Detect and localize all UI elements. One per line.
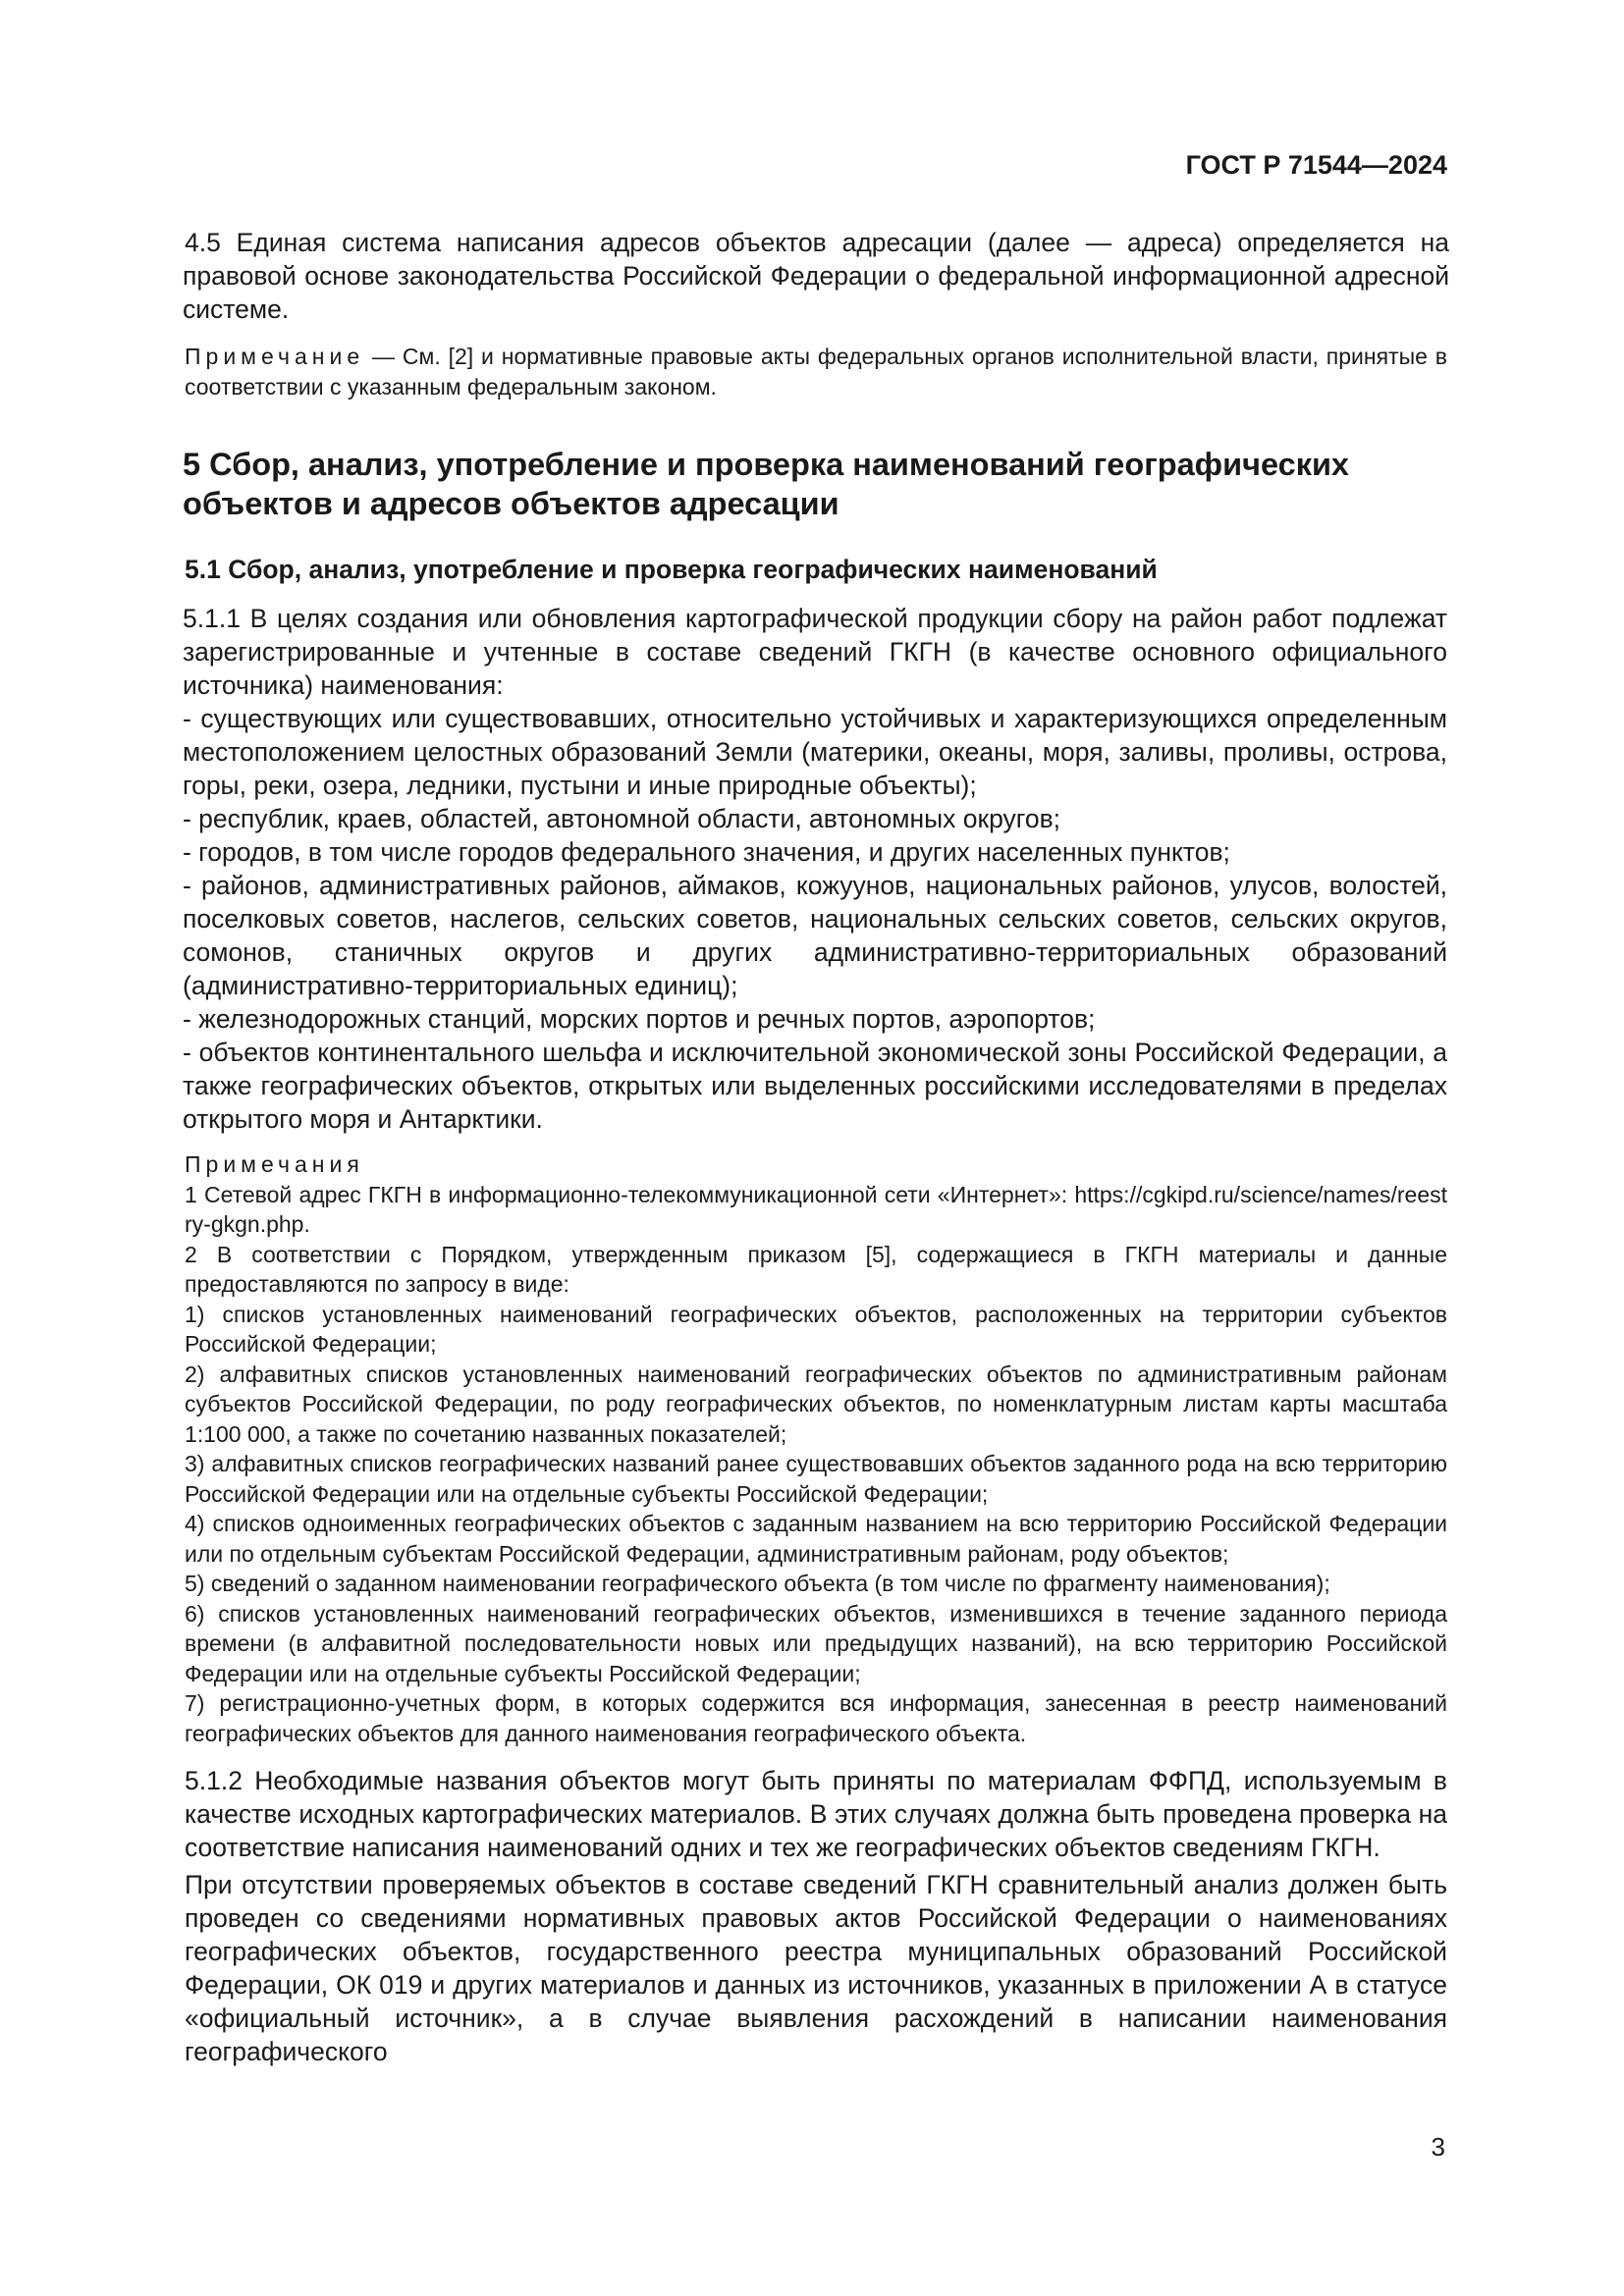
note-2-item: 7) регистрационно-учетных форм, в которых содержится вся информация, занесенная в реестр наименований географических объектов для данного наименования географического объекта. [185, 1690, 1447, 1746]
list-item: - железнодорожных станций, морских портов и речных портов, аэропортов; [183, 1004, 1096, 1034]
list-item: - объектов континентального шельфа и исключительной экономической зоны Российской Федерации, а также географических объектов, открытых или выделенных российскими исследователями в пределах открытого моря и Антарктики. [183, 1038, 1447, 1134]
list-item: - городов, в том числе городов федерального значения, и других населенных пунктов; [183, 837, 1230, 867]
page-number: 3 [1431, 2132, 1445, 2162]
note-2: 2 В соответствии с Порядком, утвержденным приказом [5], содержащиеся в ГКГН материалы и данные предоставляются по запросу в виде: [185, 1241, 1447, 1297]
list-item: - существующих или существовавших, относительно устойчивых и характеризующихся определенным местоположением целостных образований Земли (материки, океаны, моря, заливы, проливы, острова, горы, реки, озера, ледники, пустыни и иные природные объекты); [183, 704, 1447, 800]
notes-label: Примечания [185, 1151, 364, 1177]
note-text: — См. [2] и нормативные правовые акты федеральных органов исполнительной власти, принятые в соответствии с указанным федеральным законом. [185, 344, 1447, 400]
page-body [185, 226, 1447, 2068]
note-2-item: 5) сведений о заданном наименовании географического объекта (в том числе по фрагменту наименования); [185, 1571, 1330, 1596]
note-2-item: 4) списков одноименных географических объектов с заданным названием на всю территорию Российской Федерации или по отдельным субъектам Российской Федерации, административным районам, роду объектов; [185, 1511, 1447, 1567]
paragraph-5-1-2: 5.1.2 Необходимые названия объектов могут быть приняты по материалам ФФПД, используемым в качестве исходных картографических материалов. В этих случаях должна быть проведена проверка на соответствие написания наименований одних и тех же географических объектов сведениям ГКГН. [185, 1766, 1447, 1862]
note-4-5 [185, 342, 1447, 401]
note-2-item: 1) списков установленных наименований географических объектов, расположенных на территории субъектов Российской Федерации; [185, 1301, 1447, 1357]
note-2-item: 2) алфавитных списков установленных наименований географических объектов по административным районам субъектов Российской Федерации, по роду географических объектов, по номенклатурным листам карты масштаба 1:100 000, а также по сочетанию названных показателей; [185, 1361, 1447, 1447]
note-label: Примечание [185, 344, 365, 369]
section-5-heading: 5 Сбор, анализ, употребление и проверка наименований географических объектов и адресов объектов адресации [183, 447, 1350, 521]
paragraph-5-1-1: 5.1.1 В целях создания или обновления картографической продукции сбору на район работ подлежат зарегистрированные и учтенные в составе сведений ГКГН (в качестве основного официального источника) наименования: [183, 604, 1447, 700]
list-item: - республик, краев, областей, автономной области, автономных округов; [183, 804, 1061, 833]
paragraph-4-5: 4.5 Единая система написания адресов объектов адресации (далее — адреса) определяется на правовой основе законодательства Российской Федерации о федеральной информационной адресной системе. [183, 228, 1449, 324]
paragraph-last: При отсутствии проверяемых объектов в составе сведений ГКГН сравнительный анализ должен быть проведен со сведениями нормативных правовых актов Российской Федерации о наименованиях географических объектов, государственного реестра муниципальных образований Российской Федерации, ОК 019 и других материалов и данных из источников, указанных в приложении А в статусе «официальный источник», а в случае выявления расхождений в написании наименования географического [185, 1870, 1447, 2066]
list-item: - районов, административных районов, аймаков, кожуунов, национальных районов, улусов, волостей, поселковых советов, наслегов, сельских советов, национальных сельских советов, сельских округов, сомонов, станичных округов и других административно-территориальных образований (административно-территориальных единиц); [183, 871, 1447, 1000]
section-5-1-heading: 5.1 Сбор, анализ, употребление и проверка географических наименований [185, 555, 1158, 584]
note-2-item: 6) списков установленных наименований географических объектов, изменившихся в течение заданного периода времени (в алфавитной последовательности новых или предыдущих названий), на всю территорию Российской Федерации или на отдельные субъекты Российской Федерации; [185, 1600, 1447, 1686]
document-code: ГОСТ Р 71544—2024 [1185, 150, 1447, 180]
note-2-item: 3) алфавитных списков географических названий ранее существовавших объектов заданного рода на всю территорию Российской Федерации или на отдельные субъекты Российской Федерации; [185, 1451, 1447, 1507]
note-1: 1 Сетевой адрес ГКГН в информационно-телекоммуникационной сети «Интернет»: https://cgkipd.ru/science/names/reestry-gkgn.php. [185, 1181, 1447, 1237]
